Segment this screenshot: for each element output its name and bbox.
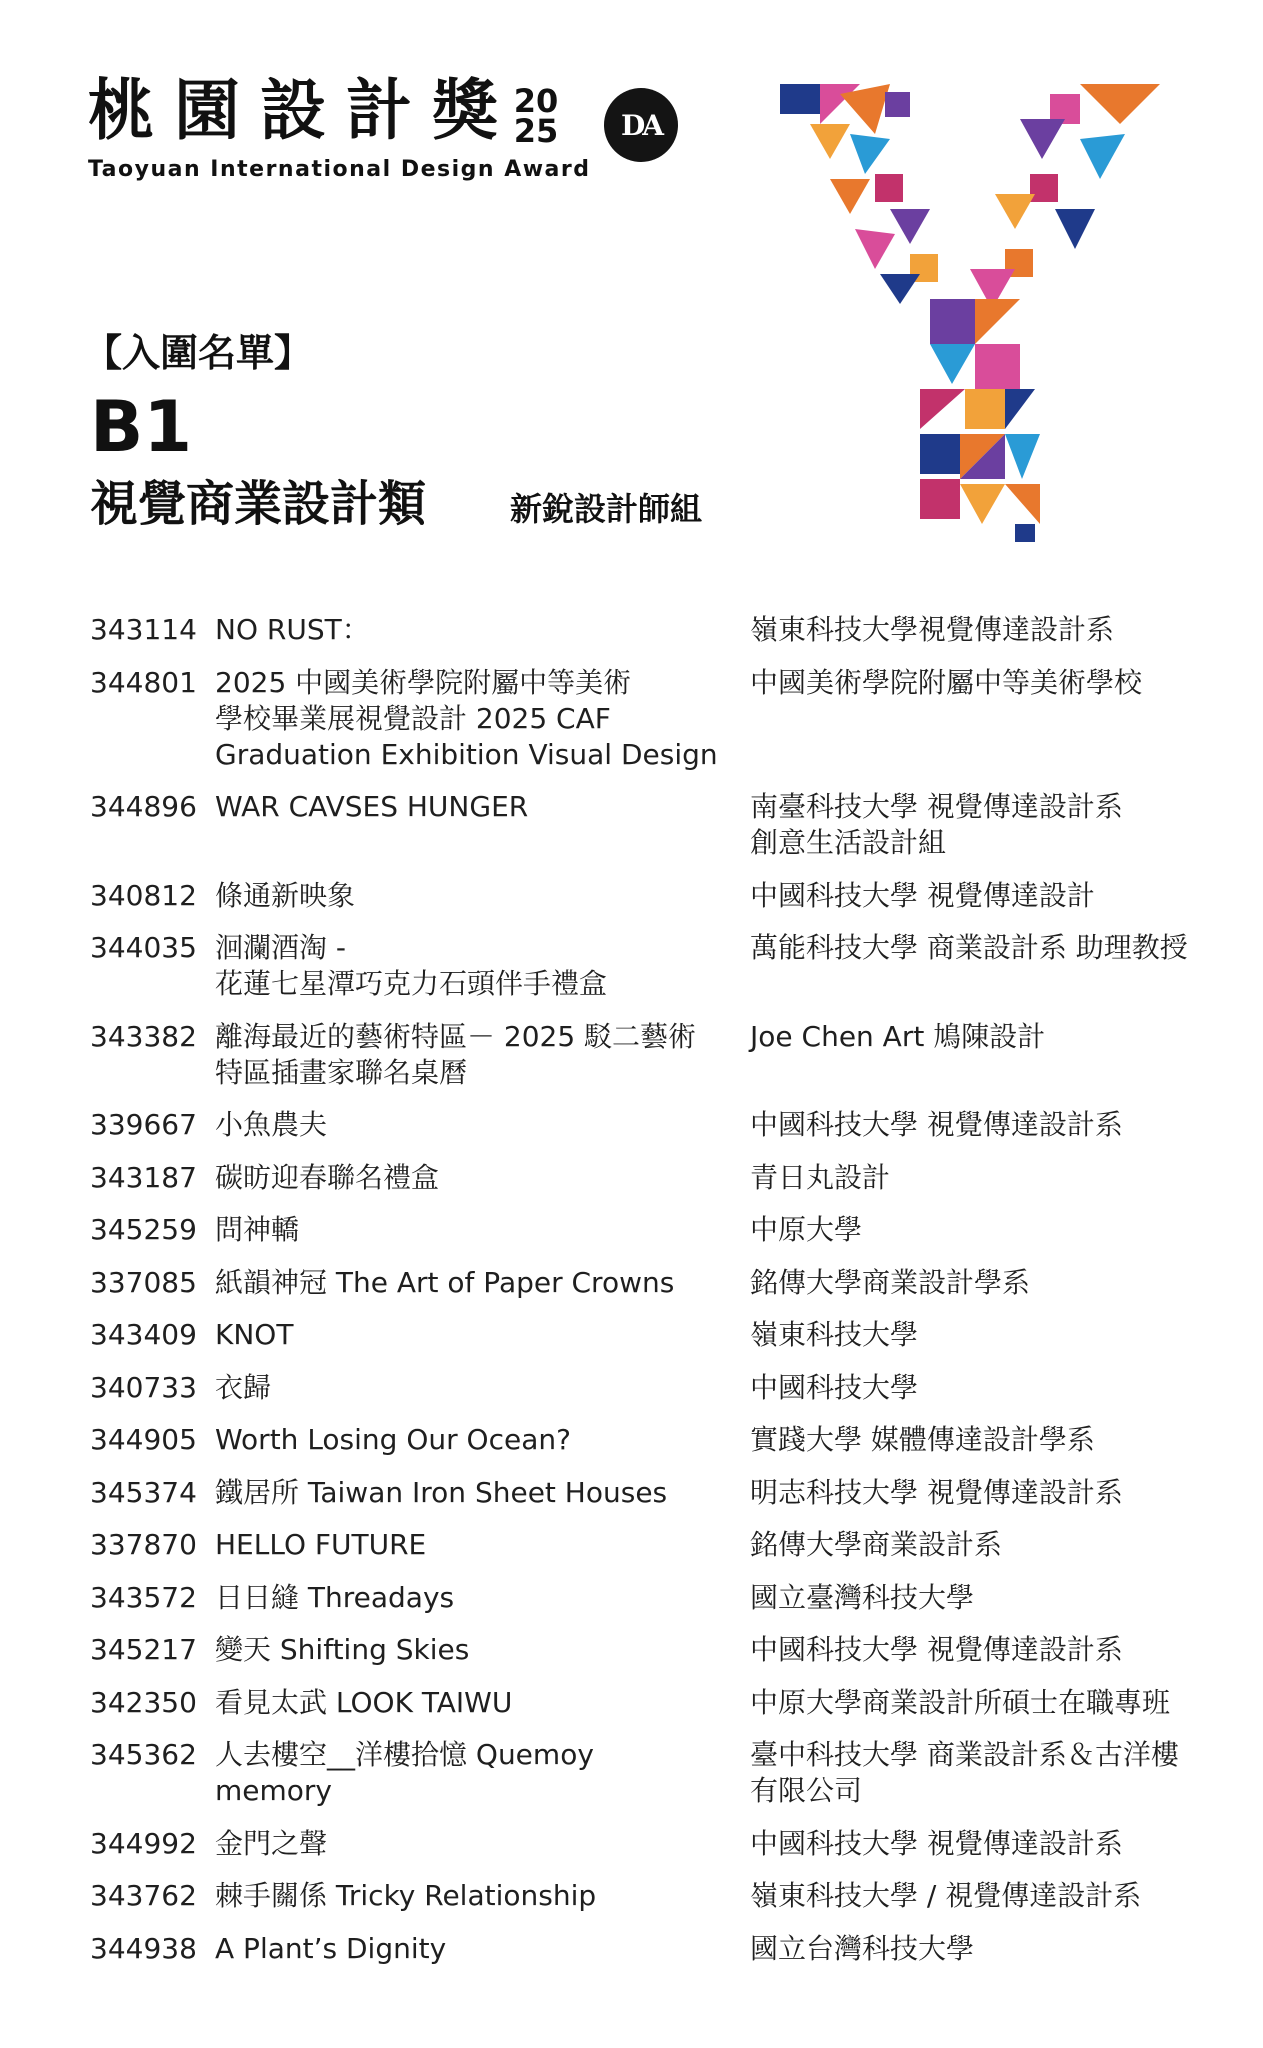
entry-row (90, 1580, 1210, 1616)
entry-organization: 中國科技大學 視覺傳達設計系 (750, 1633, 1123, 1666)
entry-title: 碳昉迎春聯名禮盒 (215, 1160, 440, 1194)
entry-row (90, 1212, 1210, 1248)
entry-title: A Plant’s Dignity (215, 1931, 447, 1965)
entry-id: 343382 (90, 1019, 197, 1053)
entry-title: 日日縫 Threadays (215, 1580, 455, 1614)
entry-row (90, 1160, 1210, 1196)
entry-id: 343409 (90, 1318, 197, 1351)
entry-organization: 銘傳大學商業設計系 (750, 1528, 1003, 1561)
entry-organization: 中國科技大學 (750, 1370, 919, 1404)
entry-organization: 中原大學商業設計所碩士在職專班 (750, 1685, 1171, 1719)
entry-row (90, 789, 1210, 861)
entry-id: 337085 (90, 1265, 197, 1299)
entry-title: Worth Losing Our Ocean? (215, 1423, 571, 1456)
y-tangram-logo (780, 84, 1180, 544)
entry-id: 344035 (90, 931, 197, 964)
tida-badge-text: DA (620, 108, 661, 142)
entry-id: 345362 (90, 1738, 197, 1771)
entry-row (90, 1527, 1210, 1563)
entry-id: 337870 (90, 1528, 197, 1561)
entry-row (90, 1931, 1210, 1967)
entry-organization: 中原大學 (750, 1213, 863, 1246)
entry-list (90, 612, 1210, 1983)
entry-row (90, 1878, 1210, 1914)
entry-row (90, 930, 1210, 1002)
entry-row (90, 1632, 1210, 1668)
entry-organization: 嶺東科技大學視覺傳達設計系 (750, 613, 1115, 646)
entry-id: 340733 (90, 1370, 197, 1404)
shortlist-heading: 【入圍名單】 (84, 331, 313, 375)
entry-organization: 國立臺灣科技大學 (750, 1580, 975, 1614)
entry-id: 343572 (90, 1580, 197, 1614)
entry-row (90, 878, 1210, 914)
entry-title: 棘手關係 Tricky Relationship (215, 1879, 597, 1912)
entry-id: 344938 (90, 1931, 197, 1965)
entry-title: 離海最近的藝術特區－ 2025 駁二藝術 特區插畫家聯名桌曆 (215, 1019, 697, 1089)
entry-title: NO RUST： (215, 613, 370, 646)
entry-title: 問神轎 (215, 1213, 300, 1246)
award-subtitle-en: Taoyuan International Design Award (88, 157, 591, 182)
entry-title: HELLO FUTURE (215, 1528, 427, 1561)
entry-organization: 臺中科技大學 商業設計系＆古洋樓 有限公司 (750, 1738, 1179, 1807)
entry-organization: 中國科技大學 視覺傳達設計 (750, 878, 1095, 912)
entry-id: 342350 (90, 1685, 197, 1719)
entry-row (90, 1826, 1210, 1862)
entry-organization: Joe Chen Art 鳩陳設計 (750, 1019, 1046, 1053)
entry-id: 344896 (90, 790, 197, 823)
entry-organization: 中國美術學院附屬中等美術學校 (750, 665, 1143, 699)
entry-id: 343114 (90, 613, 197, 646)
entry-title: 2025 中國美術學院附屬中等美術 學校畢業展視覺設計 2025 CAF Graduation Exhibition Visual Design (215, 665, 718, 771)
y-right-arm (970, 84, 1160, 309)
entry-id: 339667 (90, 1108, 197, 1141)
award-year-top: 20 (513, 82, 559, 120)
entry-title: 紙韻神冠 The Art of Paper Crowns (215, 1265, 675, 1299)
category-group: 新銳設計師組 (510, 490, 703, 528)
entry-organization: 嶺東科技大學 / 視覺傳達設計系 (750, 1879, 1142, 1912)
entry-title: 看見太武 LOOK TAIWU (215, 1685, 513, 1719)
entry-organization: 實踐大學 媒體傳達設計學系 (750, 1423, 1095, 1456)
entry-row (90, 1317, 1210, 1353)
entry-title: 金門之聲 (215, 1826, 328, 1860)
entry-title: 變天 Shifting Skies (215, 1633, 470, 1666)
entry-organization: 萬能科技大學 商業設計系 助理教授 (750, 931, 1188, 964)
entry-id: 345259 (90, 1213, 197, 1246)
y-stem (920, 299, 1040, 542)
entry-organization: 南臺科技大學 視覺傳達設計系 創意生活設計組 (750, 790, 1123, 859)
entry-id: 345374 (90, 1475, 197, 1509)
entry-id: 344801 (90, 665, 197, 699)
entry-id: 344905 (90, 1423, 197, 1456)
entry-row (90, 1475, 1210, 1511)
entry-row (90, 1107, 1210, 1143)
entry-id: 345217 (90, 1633, 197, 1666)
entry-row (90, 1265, 1210, 1301)
entry-row (90, 1737, 1210, 1809)
entry-organization: 中國科技大學 視覺傳達設計系 (750, 1108, 1123, 1141)
entry-row (90, 665, 1210, 773)
entry-row (90, 1370, 1210, 1406)
y-left-arm (780, 84, 938, 304)
entry-row (90, 1019, 1210, 1091)
entry-organization: 嶺東科技大學 (750, 1318, 919, 1351)
entry-row (90, 1422, 1210, 1458)
entry-title: KNOT (215, 1318, 294, 1351)
tida-badge-logo (604, 88, 678, 162)
entry-title: 條通新映象 (215, 878, 356, 912)
entry-row (90, 1685, 1210, 1721)
entry-title: 小魚農夫 (215, 1108, 328, 1141)
entry-organization: 青日丸設計 (750, 1160, 891, 1194)
entry-title: 衣歸 (215, 1370, 272, 1404)
entry-row (90, 612, 1210, 648)
entry-id: 343187 (90, 1160, 197, 1194)
entry-organization: 國立台灣科技大學 (750, 1931, 975, 1965)
award-title-zh: 桃園設計獎 (88, 72, 518, 149)
entry-title: 鐵居所 Taiwan Iron Sheet Houses (215, 1475, 668, 1509)
entry-id: 340812 (90, 878, 197, 912)
award-year (506, 82, 566, 150)
category-name: 視覺商業設計類 (90, 476, 427, 532)
category-code: B1 (90, 386, 193, 468)
award-year-bottom: 25 (513, 112, 559, 150)
entry-title: 人去樓空__洋樓拾憶 Quemoy memory (215, 1738, 594, 1807)
entry-organization: 明志科技大學 視覺傳達設計系 (750, 1475, 1123, 1509)
entry-organization: 銘傳大學商業設計學系 (750, 1265, 1031, 1299)
entry-organization: 中國科技大學 視覺傳達設計系 (750, 1826, 1123, 1860)
entry-id: 343762 (90, 1879, 197, 1912)
entry-title: WAR CAVSES HUNGER (215, 790, 529, 823)
entry-title: 洄瀾酒淘 - 花蓮七星潭巧克力石頭伴手禮盒 (215, 931, 608, 1000)
entry-id: 344992 (90, 1826, 197, 1860)
